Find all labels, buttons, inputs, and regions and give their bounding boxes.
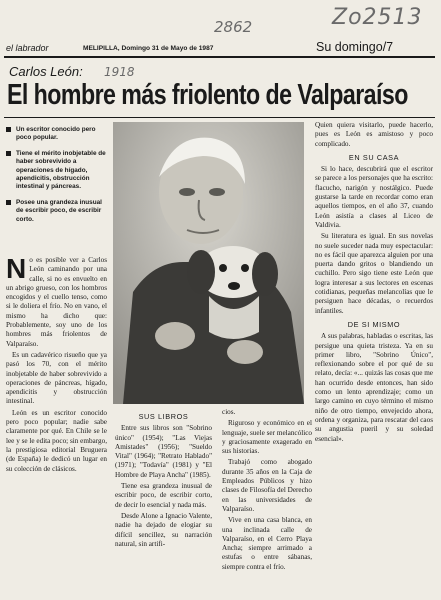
paragraph: León es un escritor conocido pero poco popular; nadie sabe claramente por qué. En Chile se le lee y se le edita poco; sin embargo, la prestigiosa editorial Bruguera (de España) le dedicó un lugar en su colección de clásicos. (6, 408, 107, 473)
portrait-photo (113, 122, 304, 404)
handwritten-number-top-right: Zo2513 (332, 5, 423, 30)
man-with-dog-photo (113, 122, 304, 404)
article-kicker: Carlos León: (9, 64, 83, 79)
column-2 (115, 408, 212, 551)
drop-cap: N (6, 253, 27, 284)
paragraph: Su literatura es igual. En sus novelas no suele suceder nada muy espectacular: no es fácil que aparezca alguien por una puerta dando gritos o blandiendo un cuchillo. Pero sigo tiene este León que logra interesar a sus lectores en escenas cotidianas, pequeñas melancolías que le persiguen hace décadas, o recuerdos infantiles. (315, 232, 433, 315)
paragraph: Entre sus libros son "Sobrino único" (1954); "Las Viejas Amistades" (1956); "Sueldo Vital" (1964); "Retrato Hablado" (1971); "Todavía" (1981) y "El Hombre de Playa Ancha" (1985). (115, 424, 212, 479)
paragraph: Trabajó como abogado durante 35 años en la Caja de Empleados Públicos y hizo clases de Filosofía del Derecho en las universidades de Valparaíso. (222, 458, 312, 513)
square-bullet-icon (6, 151, 11, 156)
dateline: MELIPILLA, Domingo 31 de Mayo de 1987 (83, 45, 214, 52)
paragraph: Es un cadavérico risueño que ya pasó los 70, con el mérito inobjetable de haber sobrevivido a operaciones de páncreas, hígado, apendicitis y obstrucción intestinal. (6, 350, 107, 406)
paragraph: Riguroso y económico en el lenguaje, suele ser melancólico y graciosamente exagerado en sus historias. (222, 419, 312, 456)
paragraph: Si lo hace, descubrirá que el escritor se parece a los personajes que ha escrito: flacucho, narigón y nostálgico. Puede gustarse la tarde en recordar como eran aquellos tiempos, en el año 37, cuando León asistía a clases al Liceo de Valdivia. (315, 165, 433, 229)
paragraph: Desde Alone a Ignacio Valente, nadie ha dejado de elogiar su difícil sencillez, su narración natural, sin artifi- (115, 511, 212, 548)
column-1 (6, 253, 107, 476)
square-bullet-icon (6, 127, 11, 132)
masthead-rule (4, 56, 435, 58)
handwritten-number-top: 2862 (214, 18, 253, 36)
highlights-list (6, 126, 106, 231)
paragraph: Vive en una casa blanca, en una inclinada calle de Valparaíso, en el Cerro Playa Ancha; siempre arrimado a estufas o entre sábanas, siempre contra el frío. (222, 516, 312, 571)
article-headline: El hombre más friolento de Valparaíso (7, 79, 408, 111)
section-label: Su domingo/7 (316, 40, 394, 54)
newspaper-name: el labrador (6, 43, 49, 53)
paragraph: Tiene esa grandeza inusual de escribir poco, de escribir corto, de decir lo esencial y nada más. (115, 482, 212, 509)
highlight-item: Un escritor conocido pero poco popular. (6, 126, 106, 143)
subhead-en-su-casa: EN SU CASA (348, 152, 400, 162)
subhead-de-si-mismo: DE SI MISMO (347, 319, 401, 329)
handwritten-year-note: 1918 (104, 65, 135, 79)
column-4 (315, 121, 433, 446)
headline-rule (4, 117, 435, 118)
square-bullet-icon (6, 200, 11, 205)
subhead-sus-libros: SUS LIBROS (138, 412, 189, 421)
paragraph: A sus palabras, habladas o escritas, las persigue una quieta tristeza. Ya en su primer libro, "Sobrino Único", reflexionando sobre el por qué de su relato, decía: «... quizás las cosas que me han ocurrido desde entonces, han sido como un lento aprendizaje; como un largo camino en cuyo término el mismo niño de otro tiempo, envejecido ahora, ordena y organiza, para rescatar del caos su angustia pueril y su soledad esencial». (315, 332, 433, 443)
paragraph: cios. (222, 408, 236, 416)
highlight-item: Tiene el mérito inobjetable de haber sobrevivido a operaciones de hígado, apendicitis, obstrucción intestinal y páncreas. (6, 150, 106, 192)
column-3 (222, 408, 312, 574)
paragraph: No es posible ver a Carlos León caminando por una calle, si no es envuelto en un abrigo grueso, con los hombros encogidos y el cuello tenso, como si le doliera el frío. No en vano, el mismo ha dicho que: Probablemente, soy uno de los hombres más friolentos de Valparaíso. (6, 253, 107, 348)
paragraph: Quien quiera visitarlo, puede hacerlo, pues es León es amistoso y poco complicado. (315, 121, 433, 148)
highlight-item: Posee una grandeza inusual de escribir poco, de escribir corto. (6, 199, 106, 224)
